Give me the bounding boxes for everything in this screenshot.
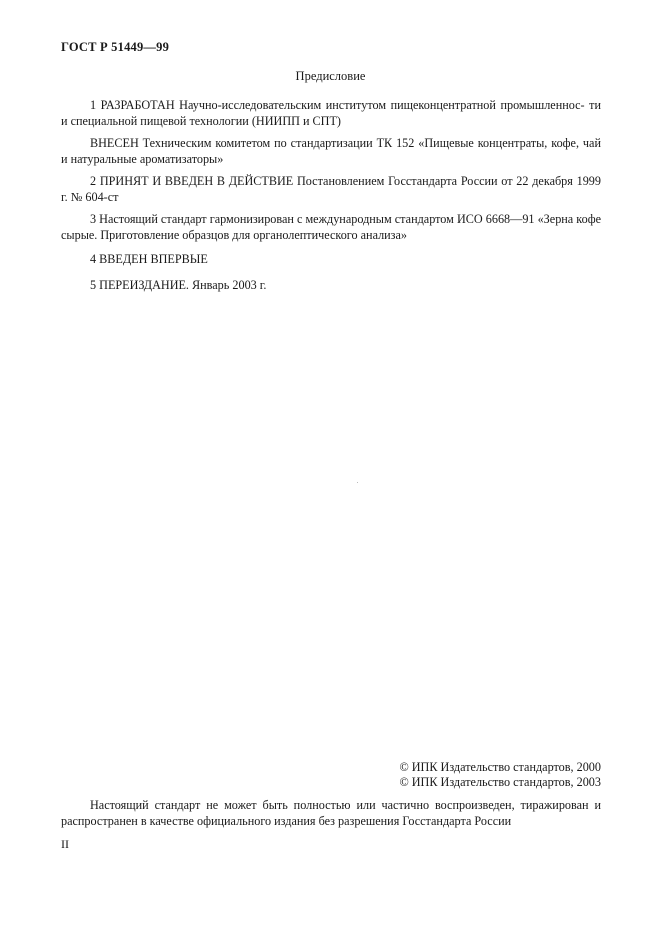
paragraph-reissue: 5 ПЕРЕИЗДАНИЕ. Январь 2003 г. bbox=[90, 278, 267, 292]
copyright-block bbox=[399, 760, 601, 790]
paragraph-adopted: 2 ПРИНЯТ И ВВЕДЕН В ДЕЙСТВИЕ Постановлением Госстандарта России от 22 декабря 1999 г. № 604-ст bbox=[61, 174, 601, 204]
paragraph-developed-by: 1 РАЗРАБОТАН Научно-исследовательским институтом пищеконцентратной промышленнос- ти и специальной пищевой технологии (НИИПП и СПТ) bbox=[61, 98, 601, 128]
paragraph-introduced-by: ВНЕСЕН Техническим комитетом по стандартизации ТК 152 «Пищевые концентраты, кофе, чай и натуральные ароматизаторы» bbox=[61, 136, 601, 166]
page-number: II bbox=[61, 837, 69, 851]
reproduction-notice: Настоящий стандарт не может быть полностью или частично воспроизведен, тиражирован и распространен в качестве официального издания без разрешения Госстандарта России bbox=[61, 798, 601, 828]
section-heading: Предисловие bbox=[295, 69, 366, 83]
copyright-line: © ИПК Издательство стандартов, 2003 bbox=[399, 775, 601, 789]
document-code: ГОСТ Р 51449—99 bbox=[61, 40, 170, 54]
paragraph-first-introduced: 4 ВВЕДЕН ВПЕРВЫЕ bbox=[90, 252, 208, 266]
scan-speck bbox=[357, 482, 358, 483]
paragraph-harmonized: 3 Настоящий стандарт гармонизирован с международным стандартом ИСО 6668—91 «Зерна кофе сырые. Приготовление образцов для органолептического анализа» bbox=[61, 212, 601, 242]
copyright-line: © ИПК Издательство стандартов, 2000 bbox=[399, 760, 601, 774]
